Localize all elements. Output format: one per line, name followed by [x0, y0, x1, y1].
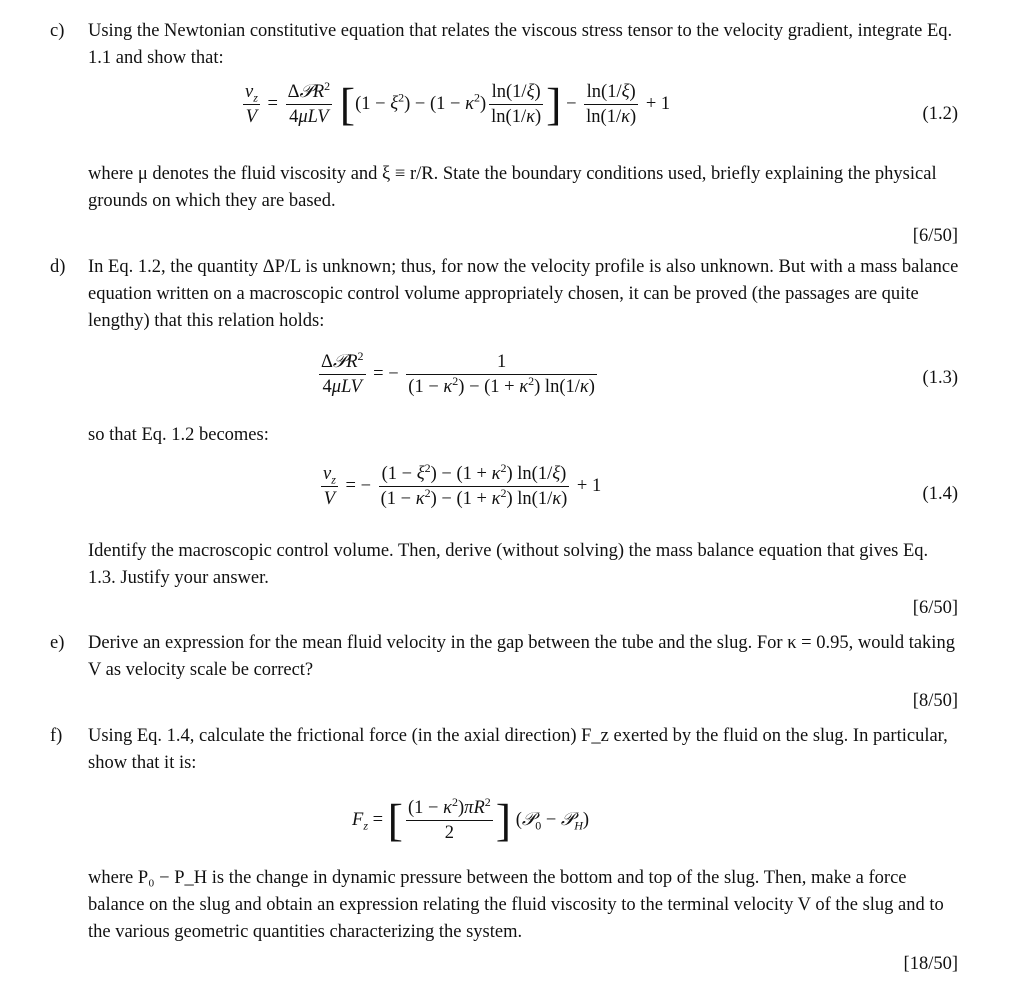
equation-1-3: $\frac{\Delta 𝒫R^2}{\text{4μLV}}$ = − $\frac{1}{(1 - \kappa^2) - (1 + \kappa^2) \ln(1/\kappa)}$: [321, 348, 595, 397]
equation-fz: $F_z$ = [ $\frac{(1 - \kappa^2)\pi R^2}{2}$ ] (𝒫$_0$ − 𝒫$_H$): [352, 794, 590, 846]
vz-over-v: $\frac{v_z}{V}$: [245, 82, 258, 127]
prefactor: $\frac{\Delta 𝒫R^2}{\text{4μLV}}$: [287, 78, 331, 127]
part-d-label: d): [50, 257, 66, 277]
eq-number-1-4: (1.4): [922, 484, 958, 504]
eq-number-1-3: (1.3): [922, 368, 958, 388]
part-d-becomes: so that Eq. 1.2 becomes:: [88, 425, 269, 445]
part-d-task: Identify the macroscopic control volume. Then, derive (without solving) the mass balance equation that gives Eq. 1.3. Justify your answer.: [88, 541, 929, 588]
part-e-text: Derive an expression for the mean fluid velocity in the gap between the tube and the slug. For κ = 0.95, would taking V as velocity scale be correct?: [88, 633, 955, 680]
part-d-intro: In Eq. 1.2, the quantity ΔP/L is unknown; thus, for now the velocity profile is also unknown. But with a mass balance equation written on a macroscopic control volume appropriately chosen, it can be proved (the passages are quite lengthy) that this relation holds:: [88, 257, 959, 331]
part-c-bc-text: where μ denotes the fluid viscosity and ξ ≡ r/R. State the boundary conditions used, briefly explaining the physical grounds on which they are based.: [88, 164, 937, 211]
part-c-label: c): [50, 21, 65, 41]
part-f-force-balance: where P₀ − P_H is the change in dynamic pressure between the bottom and top of the slug. Then, make a force balance on the slug and obtain an expression relating the fluid viscosity to the terminal velocity V of the slug and to the various geometric quantities characterizing the system.: [88, 868, 944, 942]
part-f-marks: [18/50]: [903, 954, 958, 974]
part-f-label: f): [50, 726, 63, 746]
part-c-intro: Using the Newtonian constitutive equation that relates the viscous stress tensor to the velocity gradient, integrate Eq. 1.1 and show that:: [88, 21, 953, 68]
part-f-intro: Using Eq. 1.4, calculate the frictional force (in the axial direction) F_z exerted by the fluid on the slug. In particular, show that it is:: [88, 726, 948, 773]
part-e-marks: [8/50]: [912, 691, 958, 711]
equation-1-4: $\frac{v_z}{V}$ = − $\frac{(1 - \xi^2) - (1 + \kappa^2) \ln(1/\xi)}{(1 - \kappa^2) - (1 + \kappa^2) \ln(1/\kappa)}$ + 1: [323, 460, 602, 509]
part-d-marks: [6/50]: [912, 598, 958, 618]
part-c-marks: [6/50]: [912, 226, 958, 246]
equation-1-2: $\frac{v_z}{V}$ = $\frac{\Delta 𝒫R^2}{\text{4μLV}}$ [$(1 - \xi^2) - (1 - \kappa^2)$ $\frac{\ln(1/\xi)}{\ln(1/\kappa)}$ ] − $\frac{\ln(1/\xi)}{\ln(1/\kappa)}$ + 1: [245, 78, 671, 130]
part-e-label: e): [50, 633, 65, 653]
eq-number-1-2: (1.2): [922, 104, 958, 124]
